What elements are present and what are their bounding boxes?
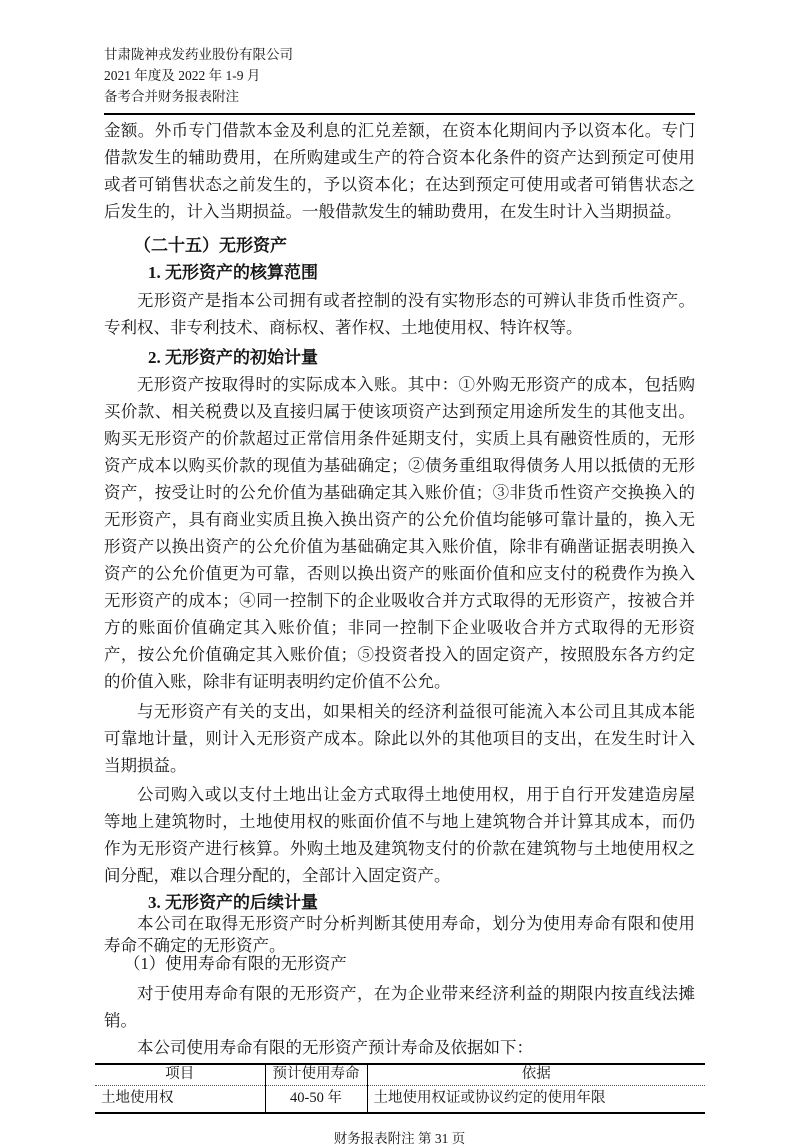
paragraph-useful-life-judgement: 本公司在取得无形资产时分析判断其使用寿命，划分为使用寿命有限和使用寿命不确定的无形资产。 xyxy=(104,914,695,955)
cell-basis: 土地使用权证或协议约定的使用年限 xyxy=(367,1086,705,1114)
section-heading-intangible-assets: （二十五）无形资产 xyxy=(134,236,287,255)
paragraph-straight-line-amortization: 对于使用寿命有限的无形资产，在为企业带来经济利益的期限内按直线法摊销。 xyxy=(104,984,695,1030)
page-footer xyxy=(104,1130,695,1148)
paragraph-borrowing-costs-carryover: 金额。外币专门借款本金及利息的汇兑差额，在资本化期间内予以资本化。专门借款发生的辅助费用，在所购建或生产的符合资本化条件的资产达到预定可使用或者可销售状态之前发生的，予以资本化；在达到预定可使用或者可销售状态之后发生的，计入当期损益。一般借款发生的辅助费用，在发生时计入当期损益。 xyxy=(104,121,695,221)
useful-life-table xyxy=(95,1063,705,1114)
column-header-expected-life: 预计使用寿命 xyxy=(265,1064,367,1086)
header-doc-title: 备考合并财务报表附注 xyxy=(104,89,239,104)
table-row xyxy=(95,1086,705,1114)
header-company-name: 甘肃陇神戎发药业股份有限公司 xyxy=(104,47,293,62)
footer-page-label: 财务报表附注 第 31 页 xyxy=(333,1131,466,1146)
subheading-accounting-scope: 1. 无形资产的核算范围 xyxy=(148,263,318,282)
item-heading-finite-life: （1）使用寿命有限的无形资产 xyxy=(124,954,347,973)
subheading-subsequent-measurement: 3. 无形资产的后续计量 xyxy=(148,893,318,912)
paragraph-land-use-rights: 公司购入或以支付土地出让金方式取得土地使用权，用于自行开发建造房屋等地上建筑物时，土地使用权的账面价值不与地上建筑物合并计算其成本，而仍作为无形资产进行核算。外购土地及建筑物支付的价款在建筑物与土地使用权之间分配，难以合理分配的，全部计入固定资产。 xyxy=(104,785,695,885)
paragraph-scope-definition: 无形资产是指本公司拥有或者控制的没有实物形态的可辨认非货币性资产。专利权、非专利技术、商标权、著作权、土地使用权、特许权等。 xyxy=(104,291,695,337)
subheading-initial-measurement: 2. 无形资产的初始计量 xyxy=(148,348,318,367)
paragraph-initial-measurement: 无形资产按取得时的实际成本入账。其中：①外购无形资产的成本，包括购买价款、相关税费以及直接归属于使该项资产达到预定用途所发生的其他支出。购买无形资产的价款超过正常信用条件延期支付，实质上具有融资性质的，无形资产成本以购买价款的现值为基础确定；②债务重组取得债务人用以抵债的无形资产，按受让时的公允价值为基础确定其入账价值；③非货币性资产交换换入的无形资产，具有商业实质且换入换出资产的公允价值均能够可靠计量的，换入无形资产以换出资产的公允价值为基础确定其入账价值，除非有确凿证据表明换入资产的公允价值更为可靠，否则以换出资产的账面价值和应支付的税费作为换入无形资产的成本；④同一控制下的企业吸收合并方式取得的无形资产，按被合并方的账面价值确定其入账价值；非同一控制下企业吸收合并方式取得的无形资产，按公允价值确定其入账价值；⑤投资者投入的固定资产，按照股东各方约定的价值入账，除非有证明表明约定价值不公允。 xyxy=(104,375,695,691)
table-header-row xyxy=(95,1064,705,1086)
cell-item-name: 土地使用权 xyxy=(101,1090,174,1106)
paragraph-table-intro: 本公司使用寿命有限的无形资产预计寿命及依据如下： xyxy=(137,1038,533,1057)
paragraph-related-expenditure: 与无形资产有关的支出，如果相关的经济利益很可能流入本公司且其成本能可靠地计量，则计入无形资产成本。除此以外的其他项目的支出，在发生时计入当期损益。 xyxy=(104,702,695,775)
column-header-item: 项目 xyxy=(95,1064,265,1086)
column-header-basis: 依据 xyxy=(367,1064,705,1086)
header-reporting-period: 2021 年度及 2022 年 1-9 月 xyxy=(104,68,261,83)
cell-expected-life: 40-50 年 xyxy=(265,1086,367,1114)
running-header xyxy=(104,44,695,115)
